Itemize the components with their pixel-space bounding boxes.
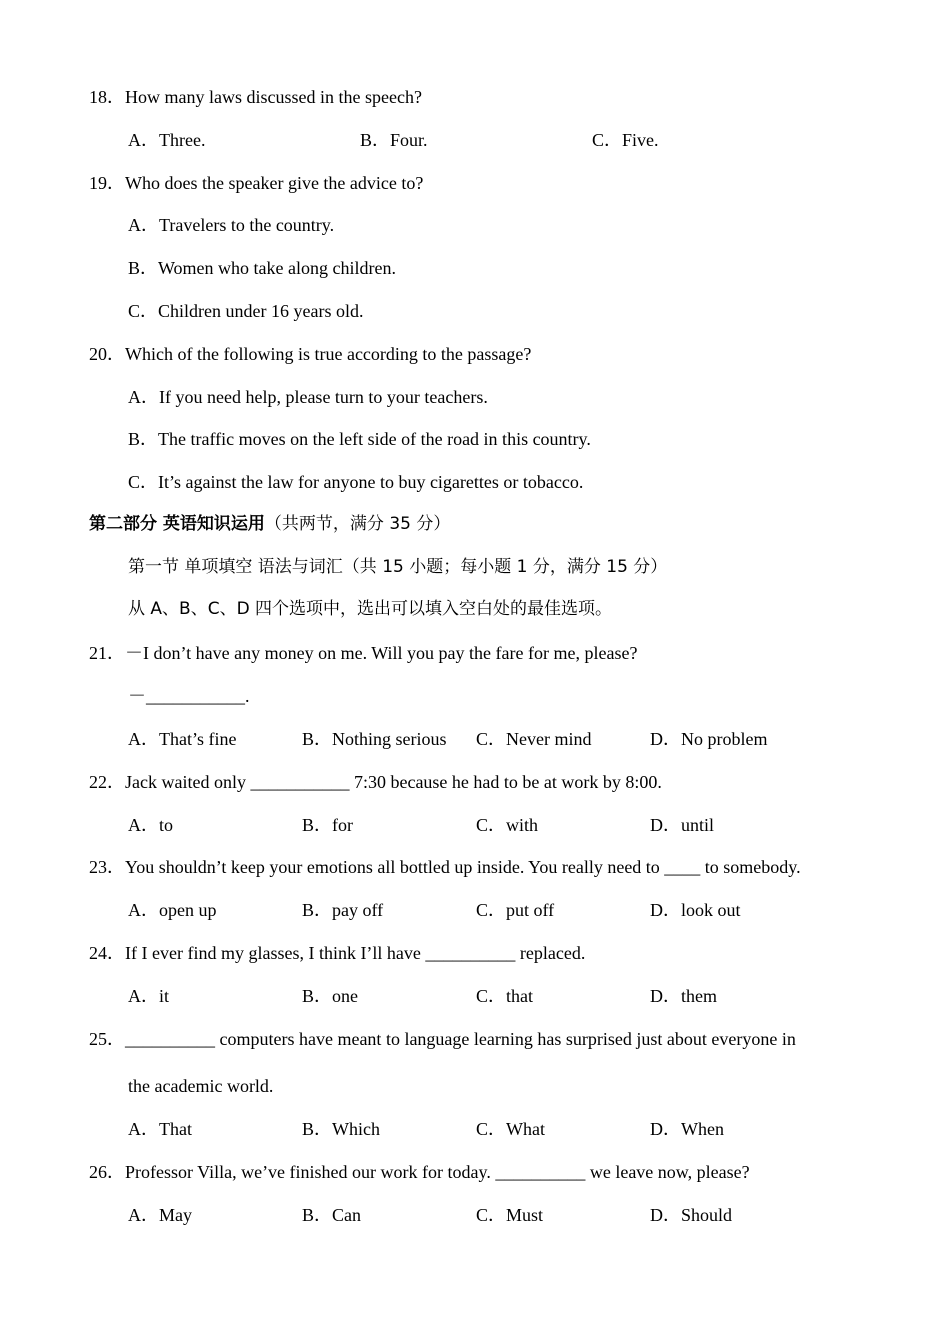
q23-option-a: A．open up — [128, 900, 217, 920]
q26-stem: 26．Professor Villa, we’ve finished our work for today. __________ we leave now, please? — [89, 1162, 750, 1182]
q20-option-c: C．It’s against the law for anyone to buy cigarettes or tobacco. — [128, 472, 584, 492]
q19-option-b: B．Women who take along children. — [128, 258, 396, 278]
q26-option-c: C．Must — [476, 1205, 544, 1225]
q22-option-b: B．for — [302, 815, 353, 835]
q23-option-b: B．pay off — [302, 900, 384, 920]
section1-title: 第一节 单项填空 语法与词汇（共 15 小题；每小题 1 分，满分 15 分） — [128, 557, 668, 577]
q25-option-d: D．When — [650, 1119, 724, 1139]
part2-title: 第二部分 英语知识运用 — [89, 514, 265, 534]
q20-option-b: B．The traffic moves on the left side of the road in this country. — [128, 429, 591, 449]
q23-stem: 23．You shouldn’t keep your emotions all bottled up inside. You really need to ____ to somebody. — [89, 857, 801, 877]
q25-stem-continued: the academic world. — [128, 1076, 274, 1096]
q21-option-b: B．Nothing serious — [302, 729, 447, 749]
q20-stem: 20．Which of the following is true according to the passage? — [89, 344, 532, 364]
section1-instruction: 从 A、B、C、D 四个选项中，选出可以填入空白处的最佳选项。 — [128, 599, 613, 619]
q24-option-c: C．that — [476, 986, 533, 1006]
q26-option-b: B．Can — [302, 1205, 362, 1225]
q18-option-b: B．Four. — [360, 130, 428, 150]
q21-reply: －___________. — [128, 686, 250, 706]
q22-option-a: A．to — [128, 815, 173, 835]
part2-score: （共两节，满分 35 分） — [264, 514, 451, 534]
q25-option-a: A．That — [128, 1119, 192, 1139]
q25-option-b: B．Which — [302, 1119, 380, 1139]
q20-option-a: A．If you need help, please turn to your teachers. — [128, 387, 488, 407]
q23-option-c: C．put off — [476, 900, 555, 920]
q22-option-d: D．until — [650, 815, 715, 835]
q18-option-c: C．Five. — [592, 130, 659, 150]
q21-option-a: A．That’s fine — [128, 729, 237, 749]
q22-stem: 22．Jack waited only ___________ 7:30 because he had to be at work by 8:00. — [89, 772, 662, 792]
q25-option-c: C．What — [476, 1119, 545, 1139]
q19-stem: 19．Who does the speaker give the advice to? — [89, 173, 424, 193]
q21-stem: 21．－I don’t have any money on me. Will you pay the fare for me, please? — [89, 643, 638, 663]
q21-option-c: C．Never mind — [476, 729, 592, 749]
q25-stem: 25．__________ computers have meant to language learning has surprised just about everyone in — [89, 1029, 796, 1049]
q24-option-b: B．one — [302, 986, 358, 1006]
q19-option-a: A．Travelers to the country. — [128, 215, 335, 235]
q24-option-a: A．it — [128, 986, 170, 1006]
q18-stem: 18．How many laws discussed in the speech? — [89, 87, 422, 107]
q26-option-a: A．May — [128, 1205, 192, 1225]
q21-option-d: D．No problem — [650, 729, 768, 749]
q24-option-d: D．them — [650, 986, 717, 1006]
q22-option-c: C．with — [476, 815, 539, 835]
q19-option-c: C．Children under 16 years old. — [128, 301, 364, 321]
part2-heading — [89, 516, 450, 533]
q24-stem: 24．If I ever find my glasses, I think I’ll have __________ replaced. — [89, 943, 586, 963]
q26-option-d: D．Should — [650, 1205, 733, 1225]
q23-option-d: D．look out — [650, 900, 741, 920]
q18-option-a: A．Three. — [128, 130, 206, 150]
